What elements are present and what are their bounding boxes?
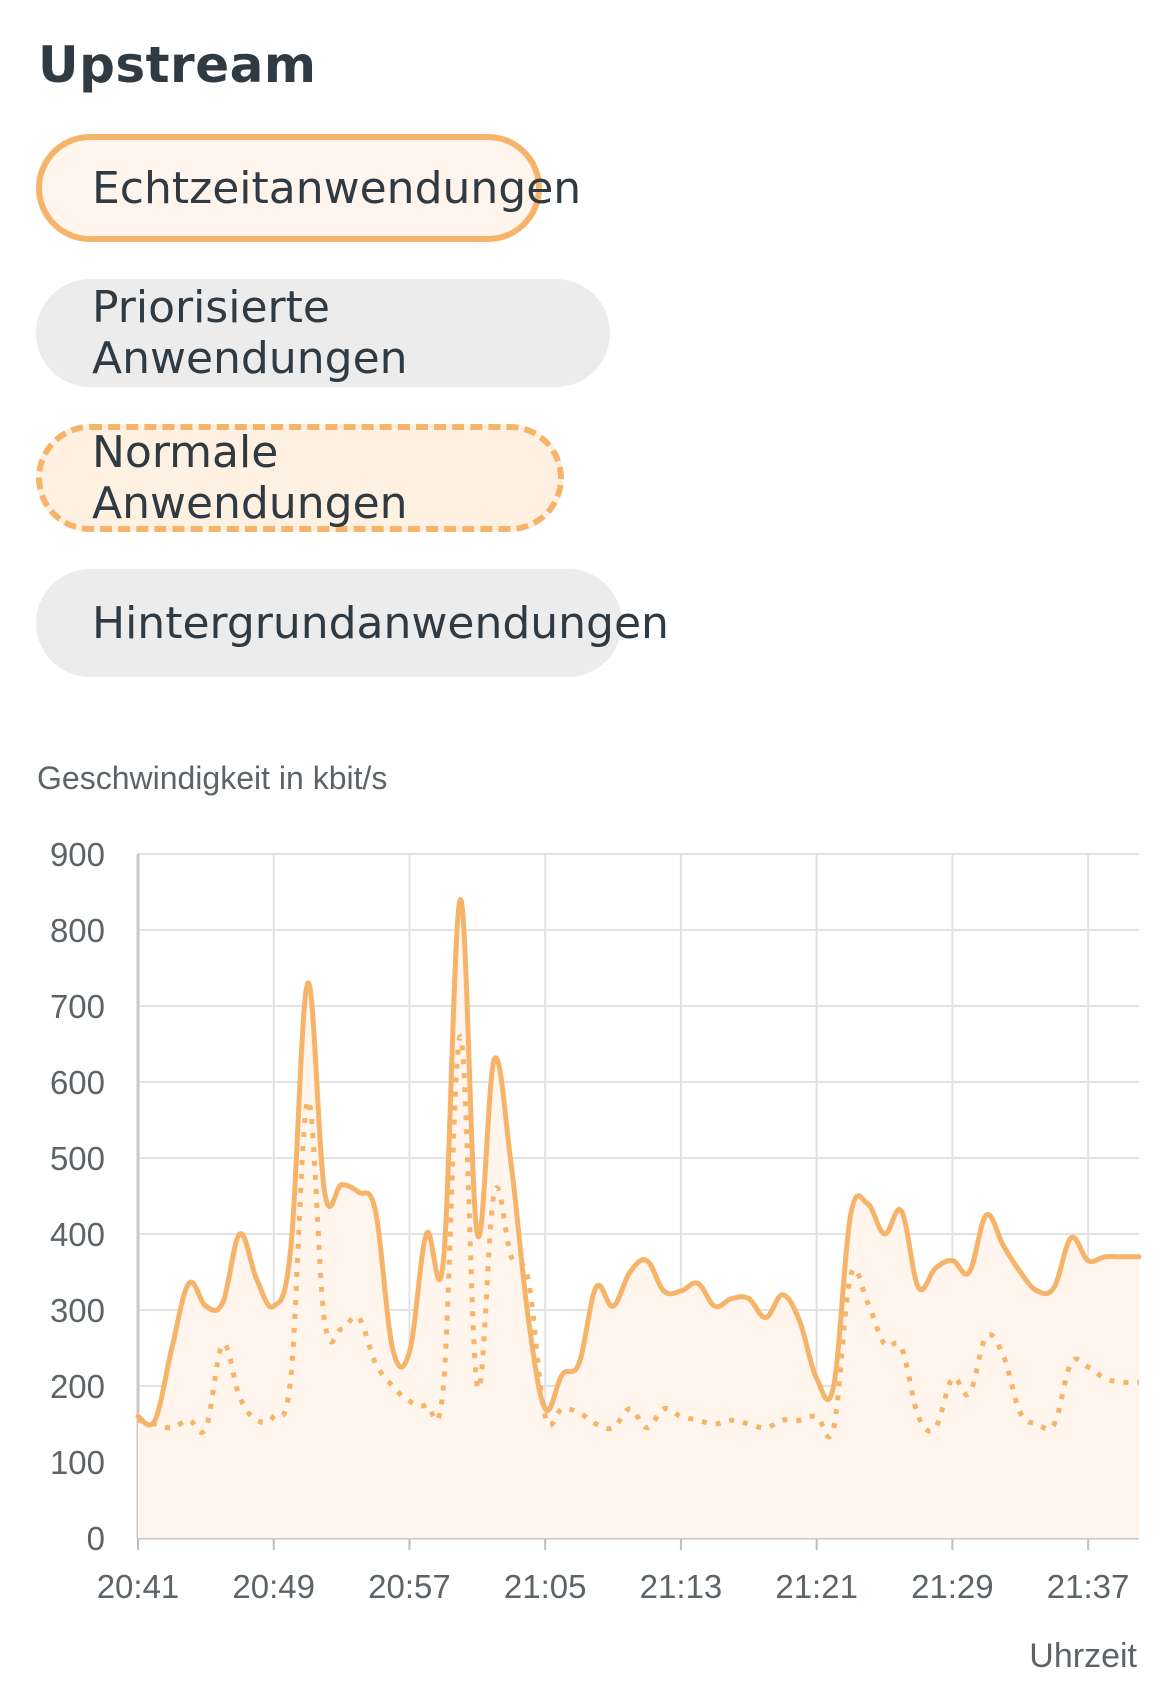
- y-axis-label: Geschwindigkeit in kbit/s: [37, 760, 388, 796]
- y-tick-label: 600: [49, 1064, 105, 1101]
- y-tick-label: 100: [49, 1444, 105, 1481]
- page-title: Upstream: [38, 36, 317, 94]
- legend-chip-label: Priorisierte Anwendungen: [92, 282, 408, 384]
- legend-chip-label: Echtzeitanwendungen: [92, 162, 582, 214]
- y-tick-label: 400: [49, 1216, 105, 1253]
- legend-chip-label: Hintergrundanwendungen: [92, 597, 669, 649]
- x-tick-label: 21:05: [503, 1568, 587, 1605]
- x-tick-label: 20:57: [368, 1568, 451, 1605]
- x-tick-label: 21:13: [639, 1568, 723, 1605]
- y-tick-label: 800: [49, 912, 105, 949]
- y-tick-label: 900: [49, 836, 105, 873]
- legend-chip-label: Normale Anwendungen: [92, 427, 408, 529]
- x-tick-label: 21:21: [775, 1568, 858, 1605]
- x-tick-label: 21:37: [1046, 1568, 1130, 1605]
- x-tick-label: 20:49: [232, 1568, 316, 1605]
- y-tick-label: 0: [86, 1520, 105, 1557]
- x-tick-label: 21:29: [911, 1568, 994, 1605]
- x-axis-label: Uhrzeit: [1029, 1637, 1137, 1675]
- y-tick-label: 700: [49, 988, 105, 1025]
- x-tick-label: 20:41: [96, 1568, 180, 1605]
- y-tick-label: 300: [49, 1292, 105, 1329]
- series-area-echtzeitanwendungen: [138, 900, 1139, 1538]
- y-tick-label: 500: [49, 1140, 105, 1177]
- y-tick-label: 200: [49, 1368, 105, 1405]
